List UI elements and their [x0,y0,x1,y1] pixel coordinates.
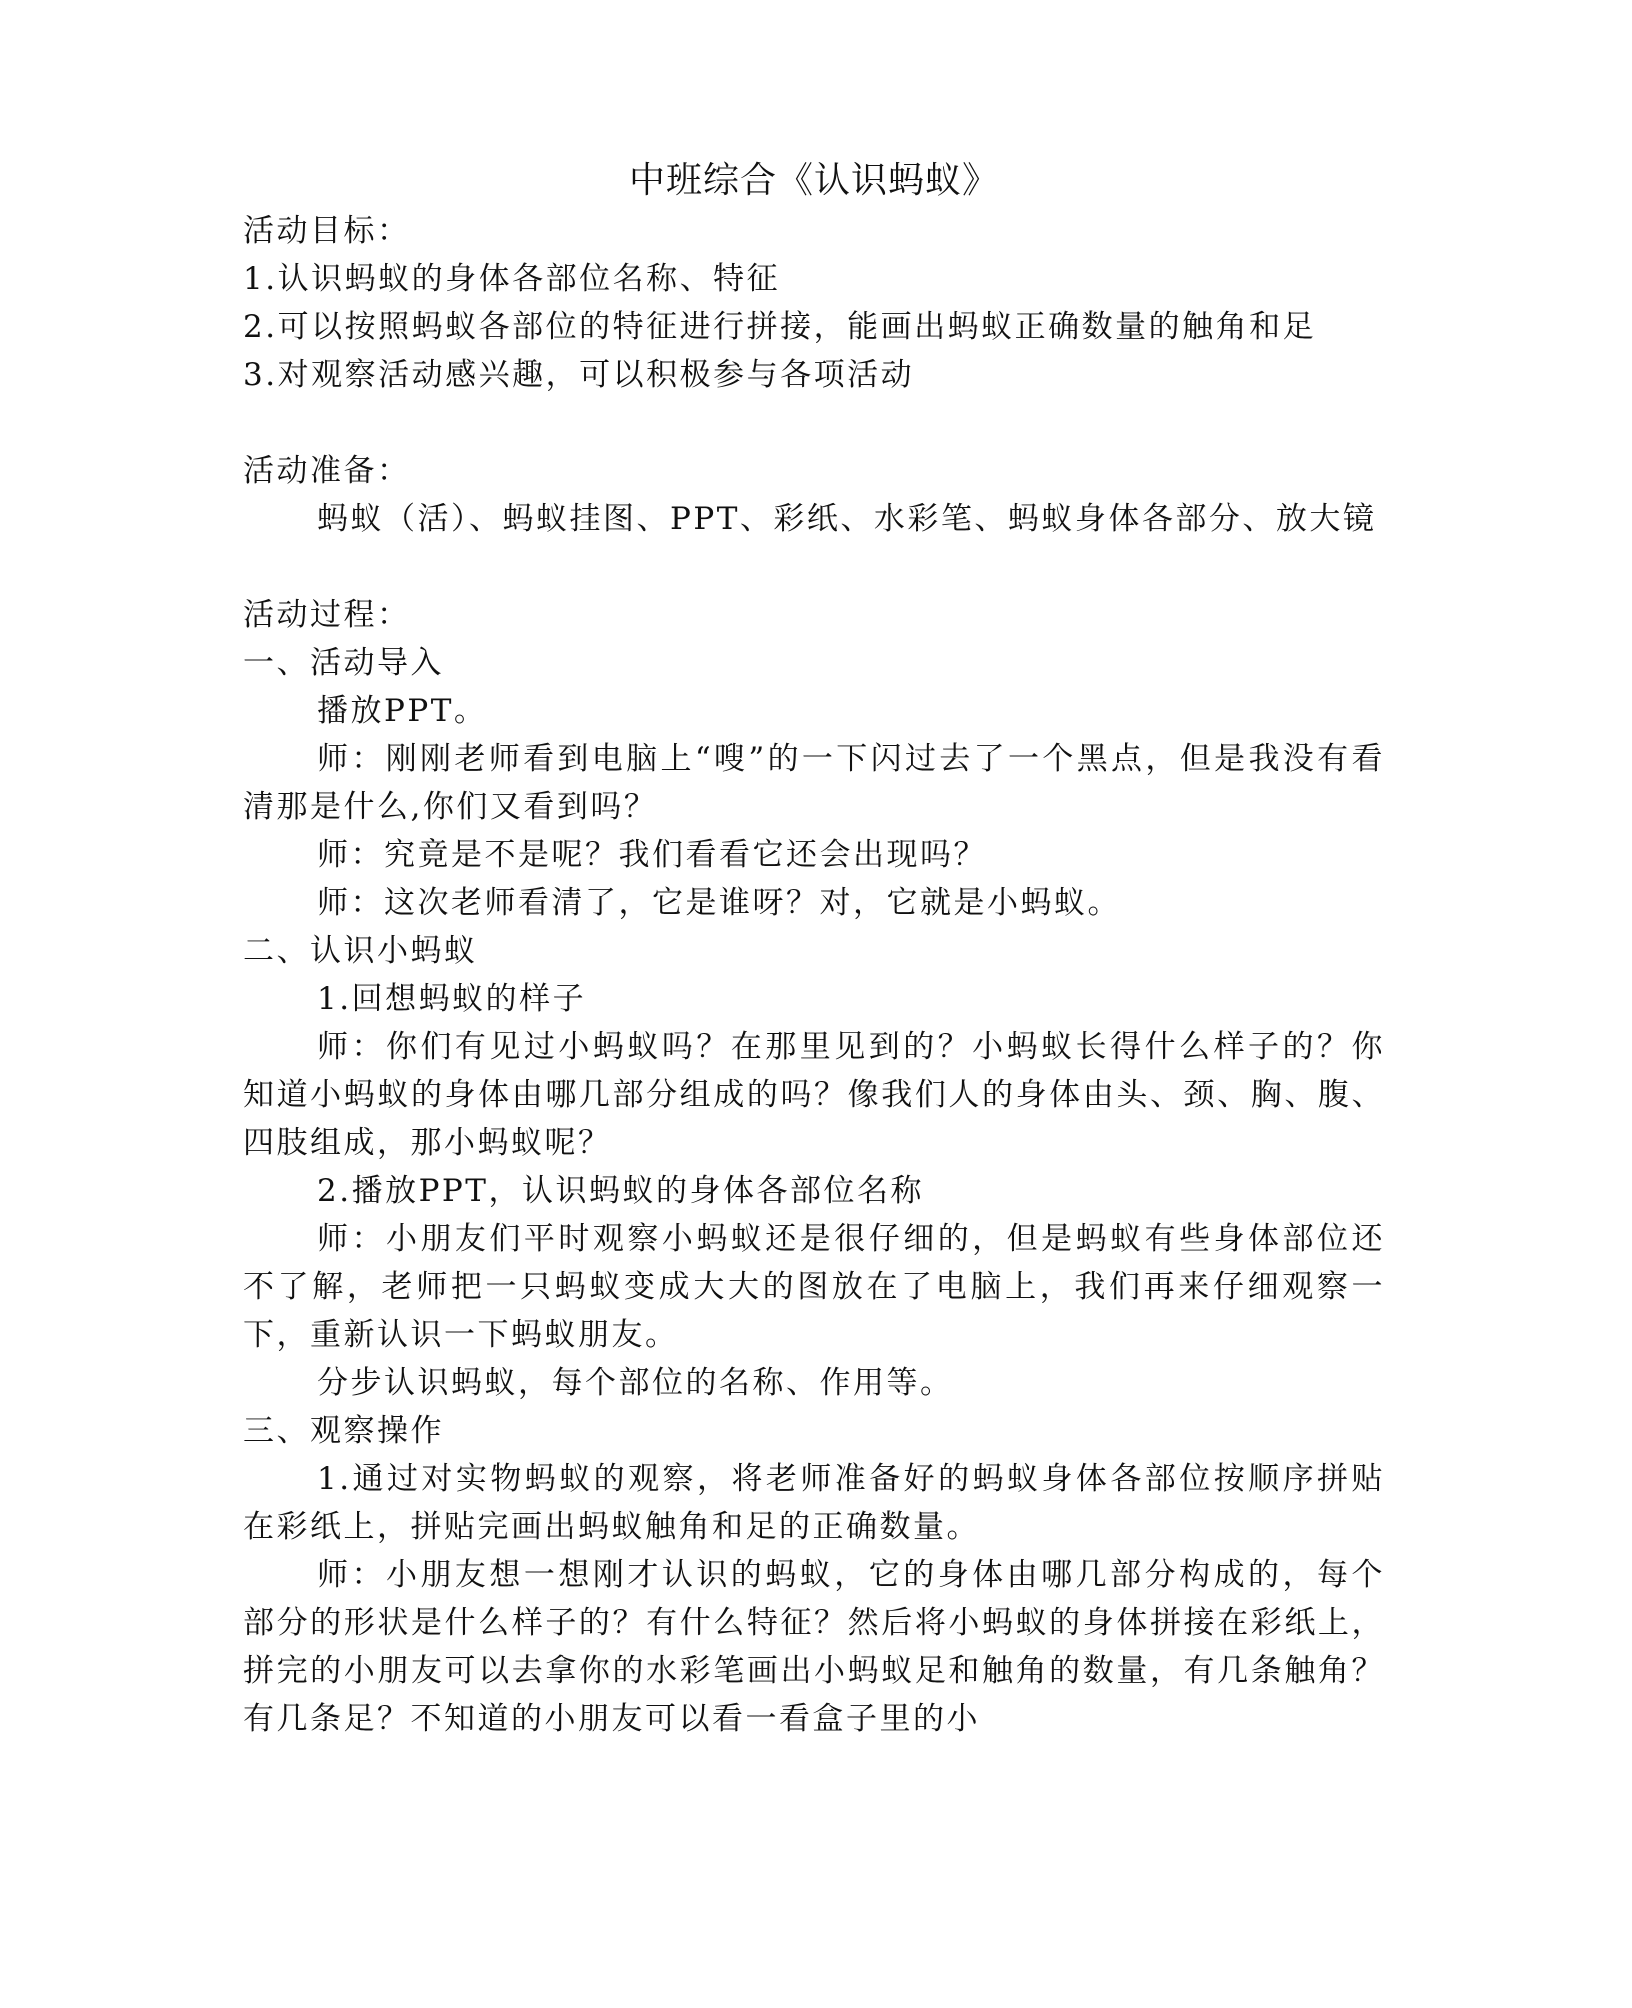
paragraph: 师：这次老师看清了，它是谁呀？对，它就是小蚂蚁。 [317,885,1121,921]
blank-line [243,543,1385,591]
document-page [243,155,1385,1743]
paragraph: 师：刚刚老师看到电脑上“嗖”的一下闪过去了一个黑点，但是我没有看清那是什么,你们又看到吗？ [243,741,1385,825]
blank-line [243,399,1385,447]
section-heading: 一、活动导入 [243,645,444,681]
goal-item: 3.对观察活动感兴趣，可以积极参与各项活动 [243,357,915,393]
paragraph: 师：小朋友们平时观察小蚂蚁还是很仔细的，但是蚂蚁有些身体部位还不了解，老师把一只蚂蚁变成大大的图放在了电脑上，我们再来仔细观察一下，重新认识一下蚂蚁朋友。 [243,1221,1385,1353]
preparation-text: 蚂蚁（活）、蚂蚁挂图、PPT、彩纸、水彩笔、蚂蚁身体各部分、放大镜 [317,501,1377,537]
paragraph: 2.播放PPT，认识蚂蚁的身体各部位名称 [317,1173,924,1209]
paragraph: 师：你们有见过小蚂蚁吗？在那里见到的？小蚂蚁长得什么样子的？你知道小蚂蚁的身体由哪几部分组成的吗？像我们人的身体由头、颈、胸、腹、四肢组成，那小蚂蚁呢？ [243,1029,1385,1161]
process-heading: 活动过程： [243,597,411,633]
paragraph: 师：小朋友想一想刚才认识的蚂蚁，它的身体由哪几部分构成的，每个部分的形状是什么样子的？有什么特征？然后将小蚂蚁的身体拼接在彩纸上，拼完的小朋友可以去拿你的水彩笔画出小蚂蚁足和触角的数量，有几条触角？有几条足？不知道的小朋友可以看一看盒子里的小 [243,1557,1385,1737]
paragraph: 播放PPT。 [317,693,488,729]
section-heading: 三、观察操作 [243,1413,444,1449]
preparation-heading: 活动准备： [243,453,411,489]
paragraph: 1.通过对实物蚂蚁的观察，将老师准备好的蚂蚁身体各部位按顺序拼贴在彩纸上，拼贴完画出蚂蚁触角和足的正确数量。 [243,1461,1385,1545]
paragraph: 分步认识蚂蚁，每个部位的名称、作用等。 [317,1365,954,1401]
goal-item: 2.可以按照蚂蚁各部位的特征进行拼接，能画出蚂蚁正确数量的触角和足 [243,309,1317,345]
section-heading: 二、认识小蚂蚁 [243,933,478,969]
goals-heading: 活动目标： [243,213,411,249]
paragraph: 师：究竟是不是呢？我们看看它还会出现吗？ [317,837,987,873]
document-title: 中班综合《认识蚂蚁》 [628,160,999,201]
paragraph: 1.回想蚂蚁的样子 [317,981,587,1017]
goal-item: 1.认识蚂蚁的身体各部位名称、特征 [243,261,781,297]
